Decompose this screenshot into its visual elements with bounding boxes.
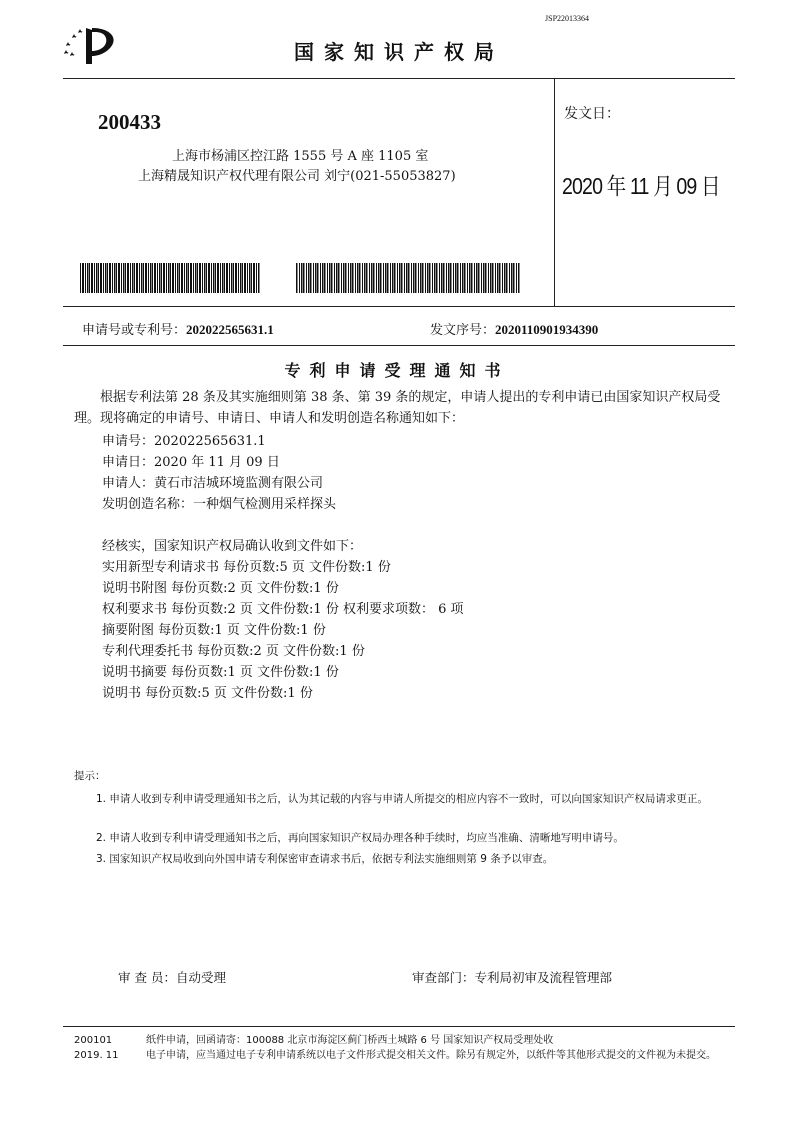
received-file: 权利要求书 每份页数:2 页 文件份数:1 份 权利要求项数： 6 项 (102, 602, 464, 617)
postcode: 200433 (98, 110, 161, 134)
document-number: 2020110901934390 (495, 322, 599, 337)
issue-date: 2020 年 11 月 09 日 (562, 173, 720, 199)
hint-item: 2. 申请人收到专利申请受理通知书之后，再向国家知识产权局办理各种手续时，均应当准确、清晰地写明申请号。 (96, 832, 624, 844)
recipient-address: 上海市杨浦区控江路 1555 号 A 座 1105 室 (172, 149, 429, 164)
application-number: 202022565631.1 (186, 322, 274, 337)
examiner: 审 查 员：自动受理 (118, 970, 226, 985)
received-file: 专利代理委托书 每份页数:2 页 文件份数:1 份 (102, 644, 365, 659)
intro-paragraph: 根据专利法第 28 条及其实施细则第 38 条、第 39 条的规定，申请人提出的专利申请已由国家知识产权局受理。现将确定的申请号、申请日、申请人和发明创造名称通知如下： (74, 390, 721, 426)
number-row-rule (63, 345, 735, 346)
barcode-left (80, 263, 260, 293)
detail-invention-title: 发明创造名称：一种烟气检测用采样探头 (102, 497, 337, 512)
issue-date-label: 发文日： (564, 106, 620, 122)
notice-title: 专利申请受理通知书 (284, 361, 510, 380)
document-serial: JSP22013364 (545, 14, 590, 23)
received-file: 说明书 每份页数:5 页 文件份数:1 份 (102, 686, 313, 701)
footer-rule (63, 1026, 735, 1027)
form-version: 2019. 11 (74, 1050, 119, 1061)
cnipa-logo-icon (60, 24, 122, 66)
detail-applicant: 申请人：黄石市洁城环境监测有限公司 (102, 476, 324, 491)
header-rule (63, 78, 735, 79)
detail-application-number: 申请号：202022565631.1 (102, 434, 266, 449)
electronic-submission-note: 电子申请，应当通过电子专利申请系统以电子文件形式提交相关文件。除另有规定外，以纸件等其他形式提交的文件视为未提交。 (146, 1050, 716, 1061)
examination-department: 审查部门：专利局初审及流程管理部 (412, 970, 613, 985)
hints-label: 提示： (74, 770, 106, 782)
document-number-label: 发文序号： (430, 323, 496, 338)
received-file: 说明书摘要 每份页数:1 页 文件份数:1 份 (102, 665, 339, 680)
paper-submission-note: 纸件申请，回函请寄：100088 北京市海淀区蓟门桥西土城路 6 号 国家知识产权局受理处收 (146, 1035, 554, 1046)
form-code: 200101 (74, 1035, 113, 1046)
document-number-row (430, 319, 598, 338)
received-file: 摘要附图 每份页数:1 页 文件份数:1 份 (102, 623, 326, 638)
office-name: 国家知识产权局 (294, 40, 504, 64)
box-divider (554, 78, 555, 306)
received-file: 实用新型专利请求书 每份页数:5 页 文件份数:1 份 (102, 560, 391, 575)
box-bottom-rule (63, 306, 735, 307)
application-number-label: 申请号或专利号： (82, 323, 187, 338)
detail-filing-date: 申请日：2020 年 11 月 09 日 (102, 455, 280, 470)
agency-name: 上海精晟知识产权代理有限公司 刘宁(021-55053827) (138, 169, 456, 184)
hint-item: 3. 国家知识产权局收到向外国申请专利保密审查请求书后，依据专利法实施细则第 9 条予以审查。 (96, 853, 554, 865)
received-file: 说明书附图 每份页数:2 页 文件份数:1 份 (102, 581, 339, 596)
barcode-right (296, 263, 520, 293)
hint-item: 1. 申请人收到专利申请受理通知书之后，认为其记载的内容与申请人所提交的相应内容不一致时，可以向国家知识产权局请求更正。 (96, 793, 708, 805)
application-number-row (82, 319, 274, 338)
received-intro: 经核实，国家知识产权局确认收到文件如下： (102, 539, 363, 554)
